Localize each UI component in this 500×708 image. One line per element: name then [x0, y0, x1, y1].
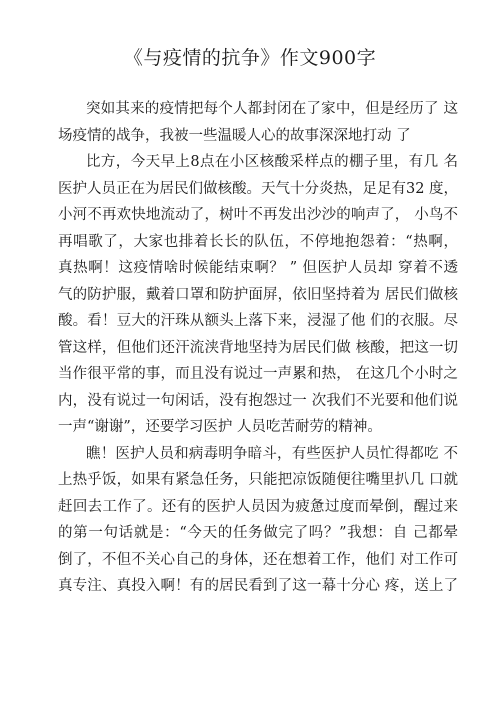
- text-line: 赶回去工作了。还有的医护人员因为疲惫过度而晕倒，醒过来: [58, 498, 458, 515]
- text-line: 内，没有说过一句闲话，没有抱怨过一 次我们不光要和他们说: [58, 392, 458, 409]
- document-title: 《与疫情的抗争》作文900字: [123, 47, 377, 69]
- text-line: 管这样，但他们还汗流浃背地坚持为居民们做 核酸，把这一切: [58, 339, 458, 356]
- paragraph-2: [58, 149, 458, 441]
- text-line: 气的防护服，戴着口罩和防护面屏，依旧坚持着为 居民们做核: [58, 286, 458, 303]
- text-line: 一声“谢谢”，还要学习医护 人员吃苦耐劳的精神。: [58, 419, 382, 435]
- text-line: 酸。看！豆大的汗珠从额头上落下来，浸湿了他 们的衣服。尽: [58, 313, 458, 329]
- text-line: 突如其来的疫情把每个人都封闭在了家中，但是经历了 这: [86, 101, 458, 117]
- text-line: 的第一句话就是：“今天的任务做完了吗？”我想：自 己都晕: [58, 525, 458, 541]
- text-line: 上热乎饭，如果有紧急任务，只能把凉饭随便往嘴里扒几 口就: [58, 472, 458, 488]
- text-line: 再唱歌了，大家也排着长长的队伍，不停地抱怨着：“热啊，: [58, 233, 458, 250]
- text-line: 倒了，不但不关心自己的身体，还在想着工作，他们 对工作可: [58, 551, 458, 568]
- text-line: 小河不再欢快地流动了，树叶不再发出沙沙的响声了， 小鸟不: [58, 207, 458, 223]
- document-body: [58, 96, 458, 600]
- text-line: 场疫情的战争，我被一些温暖人心的故事深深地打动 了: [58, 127, 411, 144]
- text-line: 真热啊！这疫情啥时候能结束啊？ ” 但医护人员却 穿着不透: [58, 260, 458, 276]
- text-line: 当作很平常的事，而且没有说过一声累和热， 在这几个小时之: [58, 366, 458, 382]
- text-line: 真专注、真投入啊！有的居民看到了这一幕十分心 疼，送上了: [58, 578, 458, 594]
- paragraph-1: [58, 96, 458, 149]
- paragraph-3: [58, 441, 458, 600]
- text-line: 医护人员正在为居民们做核酸。天气十分炎热，足足有32 度，: [58, 180, 458, 197]
- text-line: 瞧！医护人员和病毒明争暗斗，有些医护人员忙得都吃 不: [86, 445, 458, 462]
- text-line: 比方，今天早上8点在小区核酸采样点的棚子里，有几 名: [86, 154, 458, 170]
